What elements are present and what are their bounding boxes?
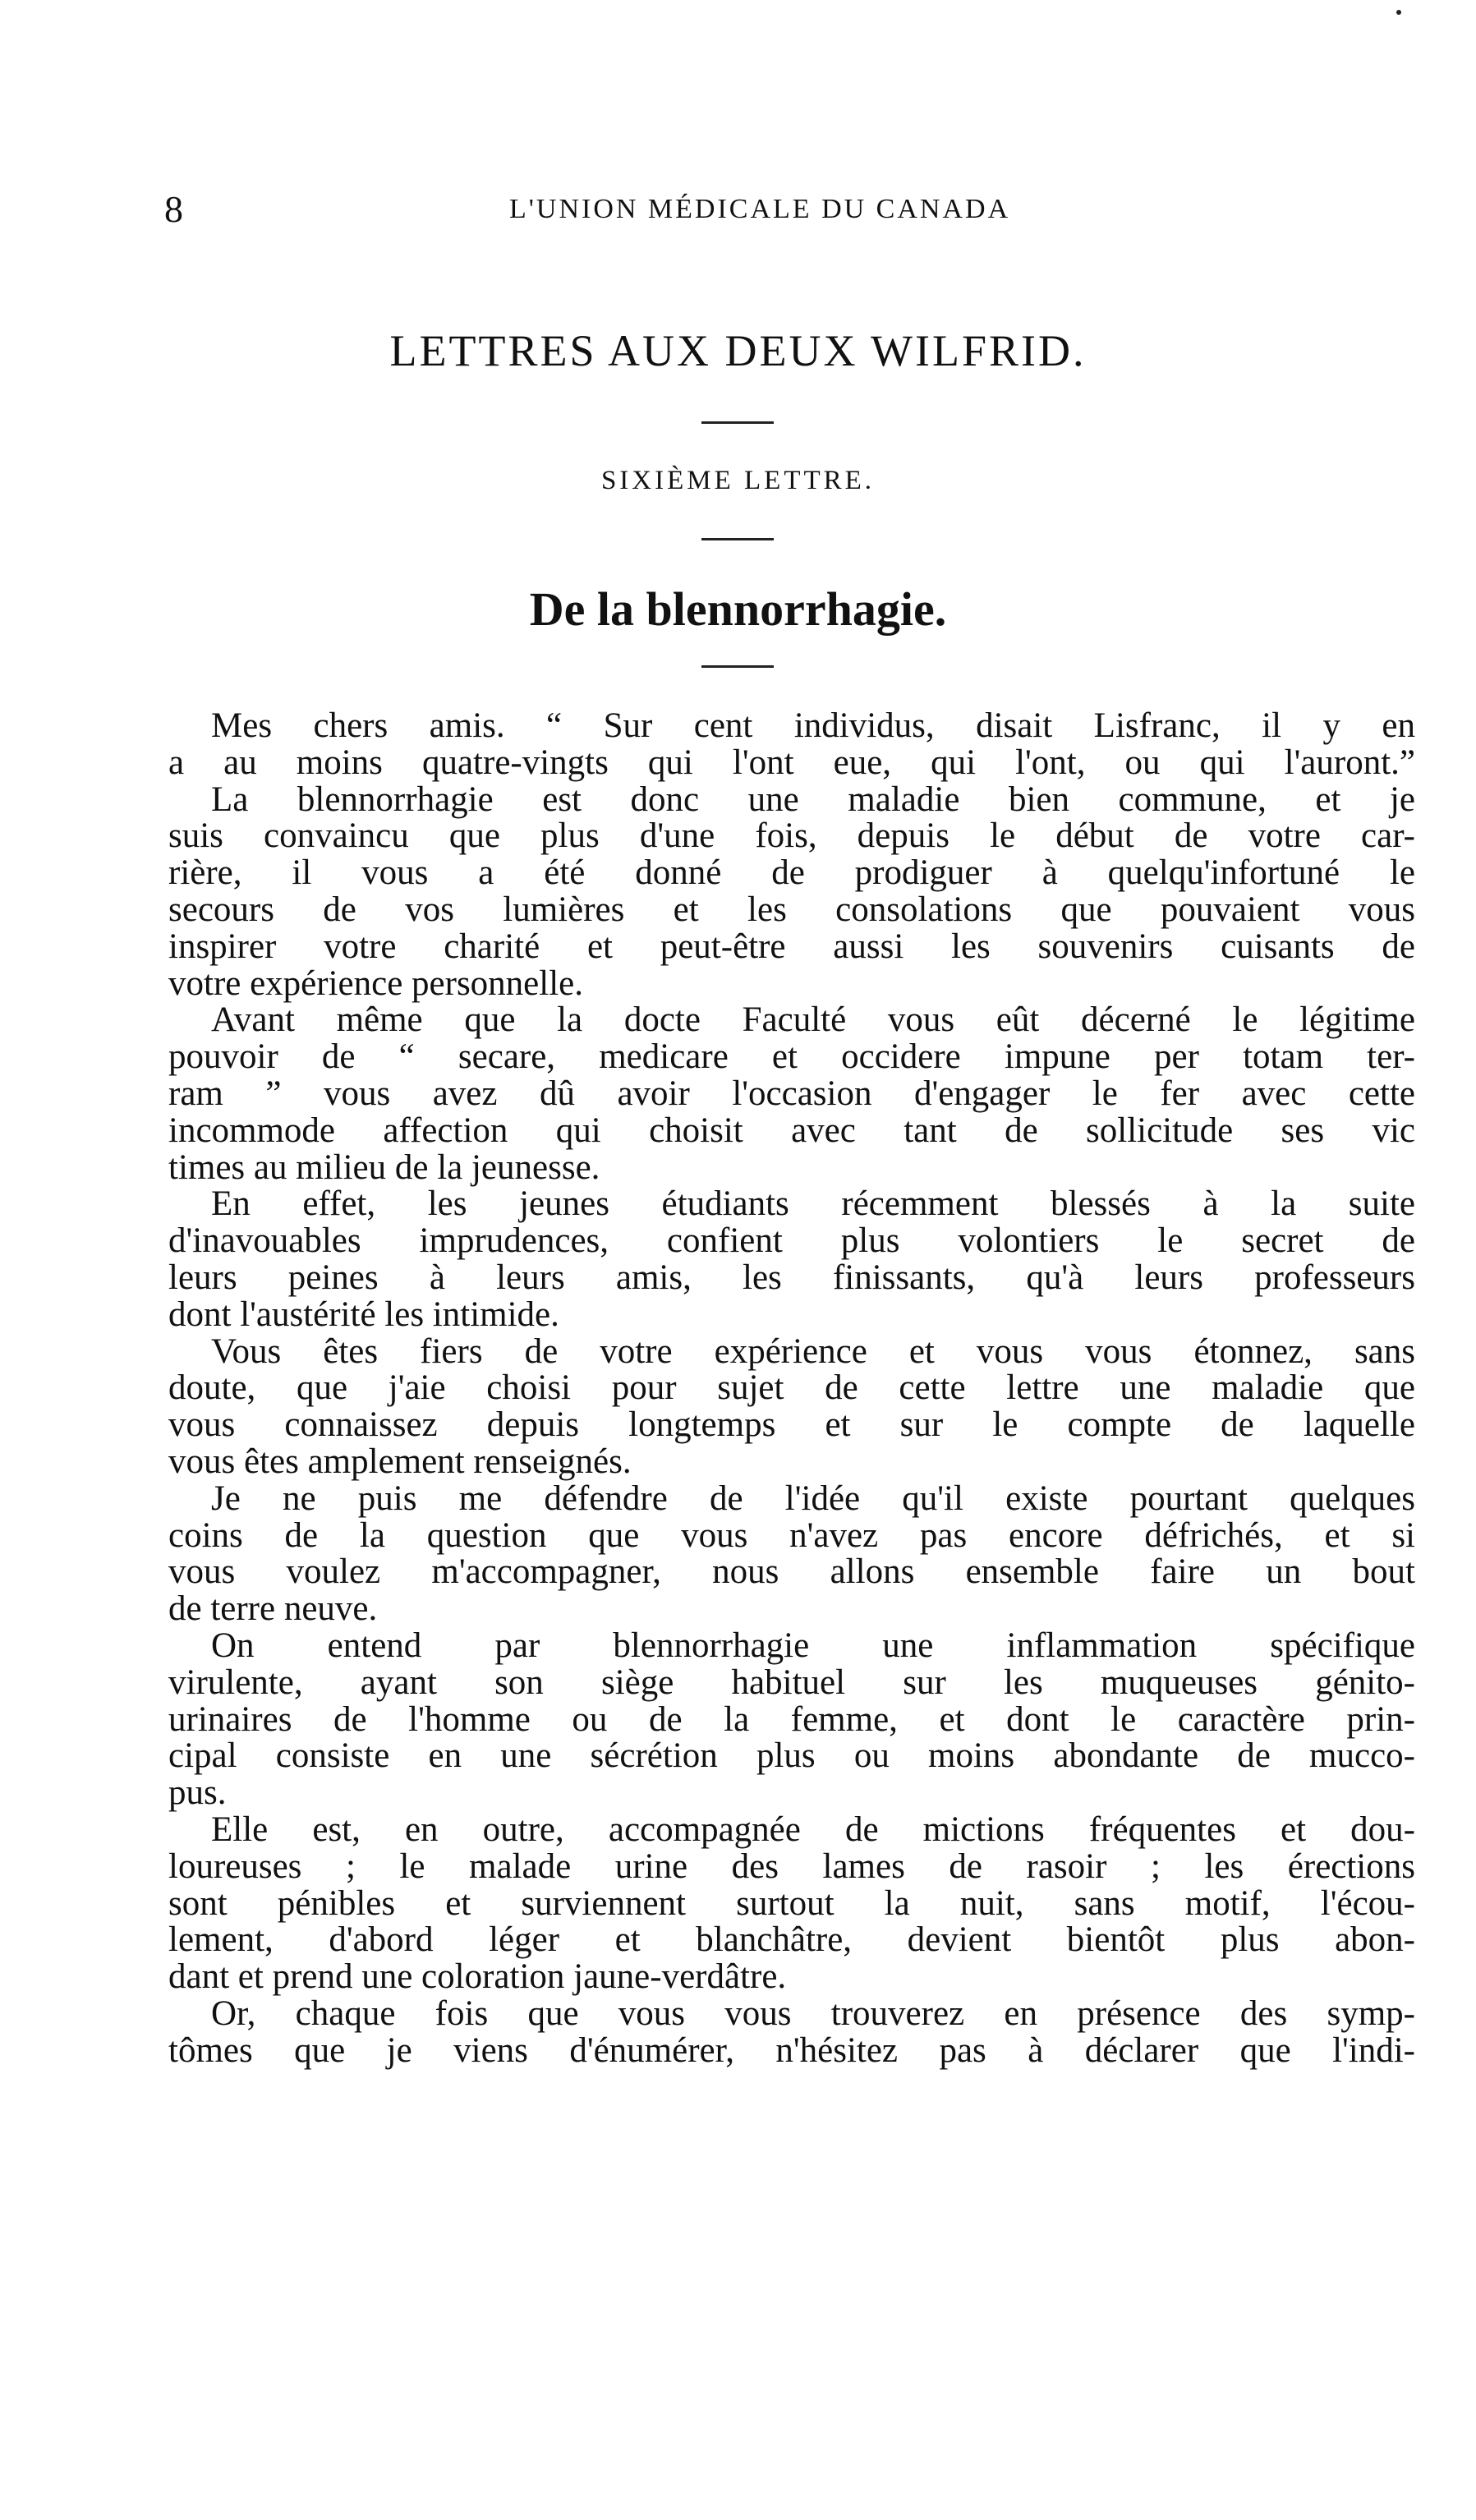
divider-rule [701, 421, 774, 424]
text-line: leurs peines à leurs amis, les finissants, qu'à leurs professeurs [168, 1258, 1415, 1297]
letter-subtitle: SIXIÈME LETTRE. [600, 466, 876, 495]
text-line: suis convaincu que plus d'une fois, depuis le début de votre car- [168, 816, 1415, 856]
text-line: incommode affection qui choisit avec tant de sollicitude ses vic [168, 1111, 1415, 1150]
divider-rule [701, 538, 774, 540]
text-line: coins de la question que vous n'avez pas encore défrichés, et si [168, 1515, 1415, 1555]
text-line: En effet, les jeunes étudiants récemment blessés à la suite [211, 1184, 1415, 1224]
text-line: vous êtes amplement renseignés. [168, 1442, 632, 1481]
divider-rule [701, 665, 774, 668]
text-line: pus. [168, 1773, 227, 1813]
text-line: inspirer votre charité et peut-être aussi les souvenirs cuisants de [168, 927, 1415, 966]
text-line: secours de vos lumières et les consolations que pouvaient vous [168, 890, 1415, 929]
text-line: La blennorrhagie est donc une maladie bien commune, et je [211, 779, 1415, 819]
text-line: pouvoir de “ secare, medicare et occidere impune per totam ter- [168, 1037, 1415, 1077]
article-title: LETTRES AUX DEUX WILFRID. [389, 326, 1087, 375]
journal-title: L'UNION MÉDICALE DU CANADA [509, 194, 1011, 224]
text-line: Or, chaque fois que vous vous trouverez en présence des symp- [211, 1993, 1415, 2033]
text-line: times au milieu de la jeunesse. [168, 1147, 600, 1187]
text-line: dant et prend une coloration jaune-verdâtre. [168, 1957, 787, 1997]
page-number: 8 [164, 188, 183, 230]
running-head [164, 185, 1421, 234]
section-heading: De la blennorrhagie. [529, 582, 947, 636]
text-line: cipal consiste en une sécrétion plus ou moins abondante de mucco- [168, 1736, 1415, 1776]
text-line: sont pénibles et surviennent surtout la nuit, sans motif, l'écou- [168, 1883, 1415, 1923]
text-line: urinaires de l'homme ou de la femme, et dont le caractère prin- [168, 1699, 1415, 1739]
text-line: d'inavouables imprudences, confient plus volontiers le secret de [168, 1221, 1415, 1261]
text-line: dont l'austérité les intimide. [168, 1294, 559, 1334]
body-text [168, 708, 1415, 2433]
text-line: a au moins quatre-vingts qui l'ont eue, qui l'ont, ou qui l'auront.” [168, 743, 1415, 782]
text-line: votre expérience personnelle. [168, 963, 583, 1003]
text-line: On entend par blennorrhagie une inflammation spécifique [211, 1626, 1415, 1665]
text-line: lement, d'abord léger et blanchâtre, devient bientôt plus abon- [168, 1920, 1415, 1960]
text-line: de terre neuve. [168, 1589, 378, 1629]
text-line: Elle est, en outre, accompagnée de mictions fréquentes et dou- [211, 1810, 1415, 1849]
text-line: vous connaissez depuis longtemps et sur le compte de laquelle [168, 1405, 1415, 1445]
text-line: Je ne puis me défendre de l'idée qu'il existe pourtant quelques [211, 1478, 1415, 1518]
text-line: loureuses ; le malade urine des lames de rasoir ; les érections [168, 1846, 1415, 1886]
text-line: vous voulez m'accompagner, nous allons ensemble faire un bout [168, 1552, 1415, 1592]
text-line: Avant même que la docte Faculté vous eût décerné le légitime [211, 1000, 1415, 1040]
text-line: ram ” vous avez dû avoir l'occasion d'engager le fer avec cette [168, 1074, 1415, 1113]
text-line: Mes chers amis. “ Sur cent individus, disait Lisfranc, il y en [211, 706, 1415, 745]
text-line: doute, que j'aie choisi pour sujet de cette lettre une maladie que [168, 1368, 1415, 1408]
text-line: Vous êtes fiers de votre expérience et vous vous étonnez, sans [211, 1331, 1415, 1371]
text-line: tômes que je viens d'énumérer, n'hésitez pas à déclarer que l'indi- [168, 2030, 1415, 2070]
text-line: rière, il vous a été donné de prodiguer à quelqu'infortuné le [168, 853, 1415, 893]
text-line: virulente, ayant son siège habituel sur les muqueuses génito- [168, 1662, 1415, 1702]
ink-mark [1396, 10, 1401, 15]
